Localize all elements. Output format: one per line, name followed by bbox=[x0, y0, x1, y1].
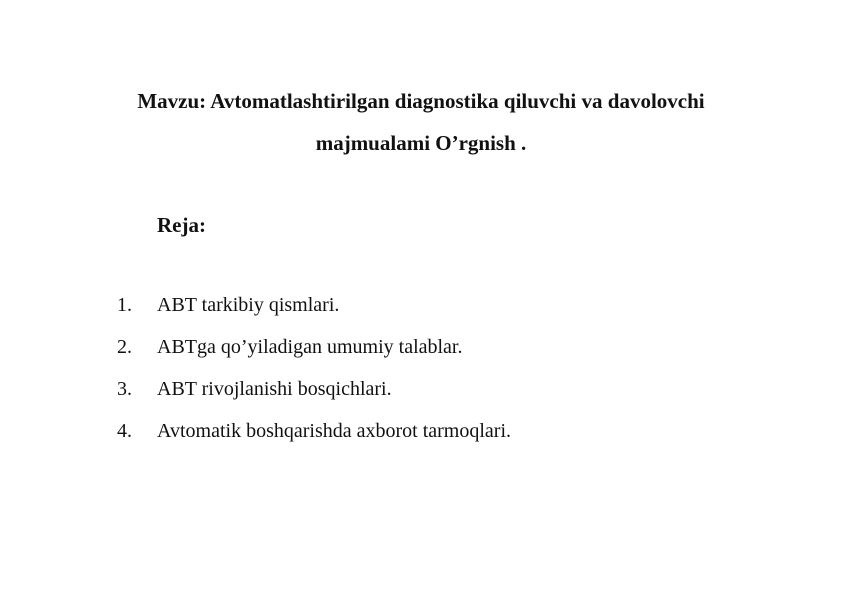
plan-item-text: Avtomatik boshqarishda axborot tarmoqlari. bbox=[157, 420, 511, 442]
plan-item-number: 1. bbox=[117, 294, 132, 316]
plan-item-text: ABTga qo’yiladigan umumiy talablar. bbox=[157, 336, 463, 358]
plan-item-number: 4. bbox=[117, 420, 132, 442]
plan-item-text: ABT rivojlanishi bosqichlari. bbox=[157, 378, 392, 400]
page-title-line-2: majmualami O’rgnish . bbox=[315, 131, 527, 155]
plan-item-text: ABT tarkibiy qismlari. bbox=[157, 294, 340, 316]
plan-item-number: 2. bbox=[117, 336, 132, 358]
plan-heading: Reja: bbox=[157, 213, 206, 237]
plan-item-number: 3. bbox=[117, 378, 132, 400]
page-title-line-1: Mavzu: Avtomatlashtirilgan diagnostika qiluvchi va davolovchi bbox=[137, 89, 705, 113]
